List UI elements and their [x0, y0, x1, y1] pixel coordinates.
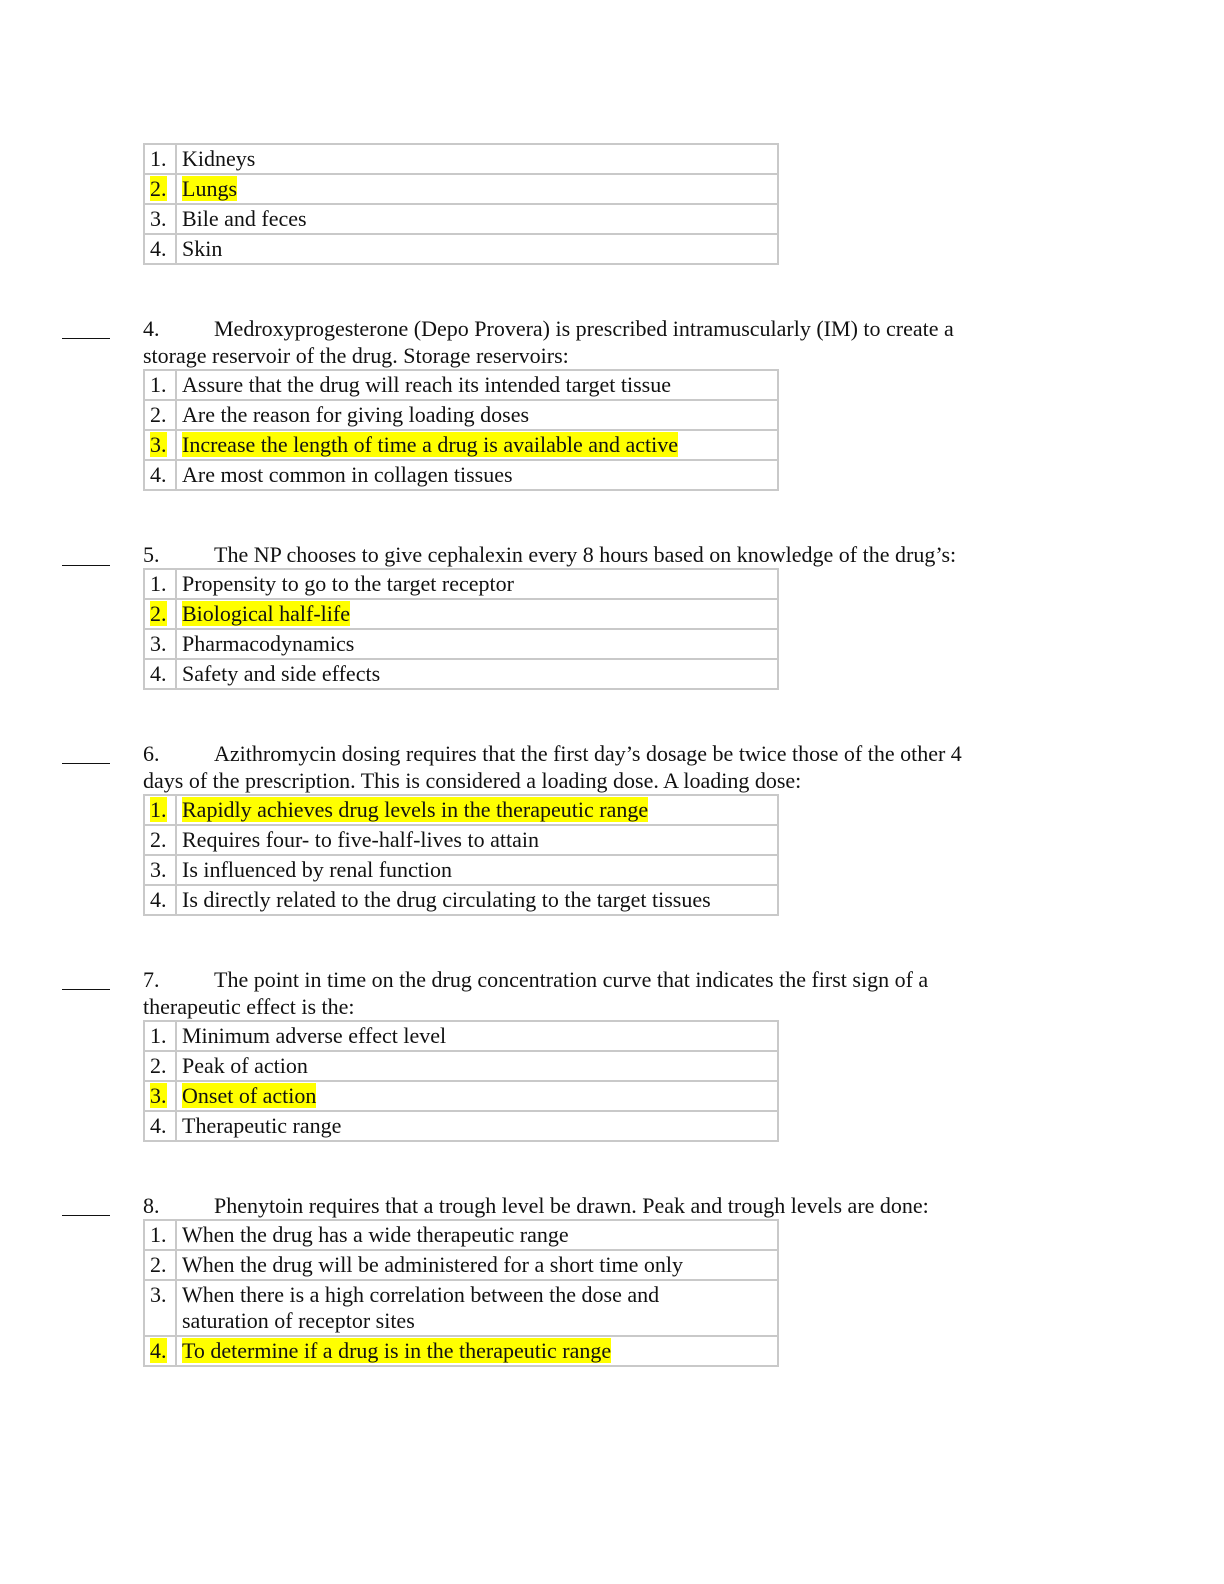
- stem-line-1: Phenytoin requires that a trough level be drawn. Peak and trough levels are done:: [214, 1193, 929, 1218]
- option-text: Minimum adverse effect level: [182, 1023, 447, 1048]
- option-text-correct: Biological half-life: [182, 601, 350, 626]
- option-number: 3.: [150, 432, 167, 457]
- option-row: [144, 1280, 778, 1336]
- option-number: 4.: [144, 234, 176, 264]
- option-text: When the drug has a wide therapeutic range: [182, 1222, 569, 1247]
- option-number: 4.: [150, 1338, 167, 1363]
- option-text-correct: To determine if a drug is in the therapeutic range: [182, 1338, 612, 1363]
- option-text: Is influenced by renal function: [182, 857, 453, 882]
- option-row: [144, 1220, 778, 1250]
- option-text-correct: Onset of action: [182, 1083, 317, 1108]
- option-row: [144, 629, 778, 659]
- question-number: 7.: [143, 967, 160, 992]
- stem-line-1: The NP chooses to give cephalexin every 8 hours based on knowledge of the drug’s:: [214, 542, 957, 567]
- option-row: [144, 795, 778, 825]
- option-text: Kidneys: [182, 146, 256, 171]
- option-text: Are the reason for giving loading doses: [182, 402, 530, 427]
- stem-line-2: storage reservoir of the drug. Storage reservoirs:: [143, 343, 569, 368]
- option-row: [144, 400, 778, 430]
- option-number: 3.: [150, 1083, 167, 1108]
- options-table-q8: [143, 1219, 779, 1367]
- options-table-q6: [143, 794, 779, 916]
- answer-blank-q4[interactable]: [62, 338, 110, 339]
- option-row: [144, 370, 778, 400]
- option-row: [144, 1021, 778, 1051]
- answer-blank-q6[interactable]: [62, 763, 110, 764]
- option-number: 2.: [144, 825, 176, 855]
- option-number: 2.: [144, 400, 176, 430]
- option-text: When there is a high correlation between the dose and saturation of receptor sites: [182, 1282, 660, 1333]
- option-number: 3.: [144, 1280, 176, 1336]
- options-table-q4: [143, 369, 779, 491]
- stem-line-1: The point in time on the drug concentration curve that indicates the first sign of a: [214, 967, 929, 992]
- option-number: 2.: [144, 1051, 176, 1081]
- option-row: [144, 825, 778, 855]
- option-text: Propensity to go to the target receptor: [182, 571, 514, 596]
- options-table-q7: [143, 1020, 779, 1142]
- option-text: Requires four- to five-half-lives to attain: [182, 827, 539, 852]
- question-number: 4.: [143, 316, 160, 341]
- option-row: [144, 1250, 778, 1280]
- question-stem-q8: [143, 1192, 1043, 1219]
- question-stem-q4: [143, 315, 1043, 369]
- option-row: [144, 855, 778, 885]
- option-number: 3.: [144, 204, 176, 234]
- option-text-correct: Rapidly achieves drug levels in the therapeutic range: [182, 797, 649, 822]
- option-row: [144, 1336, 778, 1366]
- option-text: Bile and feces: [182, 206, 307, 231]
- option-text: Skin: [182, 236, 223, 261]
- option-number: 2.: [150, 176, 167, 201]
- option-row: [144, 174, 778, 204]
- question-stem-q6: [143, 740, 1043, 794]
- option-text: Safety and side effects: [182, 661, 381, 686]
- question-number: 8.: [143, 1193, 160, 1218]
- option-row: [144, 234, 778, 264]
- option-text: Pharmacodynamics: [182, 631, 355, 656]
- question-stem-q7: [143, 966, 1043, 1020]
- question-number: 5.: [143, 542, 160, 567]
- option-number: 3.: [144, 629, 176, 659]
- answer-blank-q8[interactable]: [62, 1215, 110, 1216]
- option-number: 2.: [144, 1250, 176, 1280]
- option-row: [144, 430, 778, 460]
- option-number: 4.: [144, 460, 176, 490]
- option-number: 4.: [144, 1111, 176, 1141]
- option-text-correct: Increase the length of time a drug is available and active: [182, 432, 679, 457]
- stem-line-2: days of the prescription. This is considered a loading dose. A loading dose:: [143, 768, 802, 793]
- option-row: [144, 659, 778, 689]
- option-number: 3.: [144, 855, 176, 885]
- option-number: 1.: [144, 1021, 176, 1051]
- option-number: 1.: [144, 569, 176, 599]
- question-stem-q5: [143, 541, 1043, 568]
- option-row: [144, 599, 778, 629]
- option-number: 4.: [144, 659, 176, 689]
- option-text: Peak of action: [182, 1053, 308, 1078]
- option-number: 2.: [150, 601, 167, 626]
- option-row: [144, 1111, 778, 1141]
- option-row: [144, 1051, 778, 1081]
- option-text: Assure that the drug will reach its intended target tissue: [182, 372, 671, 397]
- answer-blank-q7[interactable]: [62, 989, 110, 990]
- option-text-correct: Lungs: [182, 176, 237, 201]
- option-number: 4.: [144, 885, 176, 915]
- option-number: 1.: [144, 1220, 176, 1250]
- option-row: [144, 885, 778, 915]
- option-text: Is directly related to the drug circulating to the target tissues: [182, 887, 711, 912]
- option-text: When the drug will be administered for a short time only: [182, 1252, 683, 1277]
- option-text: Are most common in collagen tissues: [182, 462, 513, 487]
- option-row: [144, 1081, 778, 1111]
- option-row: [144, 204, 778, 234]
- stem-line-1: Medroxyprogesterone (Depo Provera) is prescribed intramuscularly (IM) to create a: [214, 316, 954, 341]
- option-number: 1.: [144, 144, 176, 174]
- question-number: 6.: [143, 741, 160, 766]
- answer-blank-q5[interactable]: [62, 565, 110, 566]
- option-row: [144, 460, 778, 490]
- options-table-q5: [143, 568, 779, 690]
- options-table-q3: [143, 143, 779, 265]
- option-number: 1.: [144, 370, 176, 400]
- option-number: 1.: [150, 797, 167, 822]
- option-row: [144, 144, 778, 174]
- stem-line-1: Azithromycin dosing requires that the first day’s dosage be twice those of the other 4: [214, 741, 962, 766]
- option-text: Therapeutic range: [182, 1113, 342, 1138]
- option-row: [144, 569, 778, 599]
- stem-line-2: therapeutic effect is the:: [143, 994, 355, 1019]
